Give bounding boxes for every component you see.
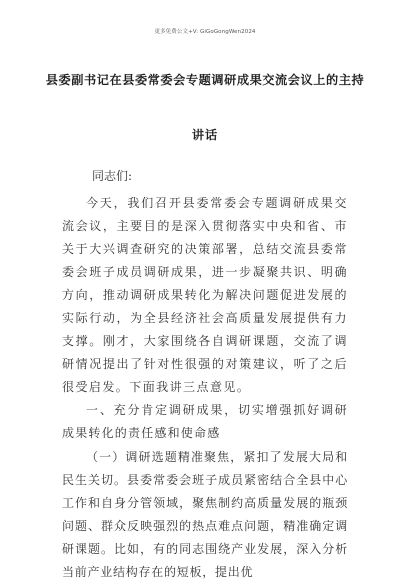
document-title: 县委副书记在县委常委会专题调研成果交流会议上的主持 (45, 73, 365, 87)
paragraph-subsection-1: （一）调研选题精准聚焦，紧扣了发展大局和民生关切。县委常委会班子成员紧密结合全县中心工作和自身分管领域，聚焦制约高质量发展的瓶颈问题、群众反映强烈的热点难点问题，精准确定调研课题。比如，有的同志围绕产业发展，深入分析当前产业结构存在的短板，提出优 (62, 449, 348, 579)
document-body (62, 192, 348, 584)
document-title-continued: 讲话 (191, 128, 219, 142)
header-note: 更多免费公文+V: GiGoGongWen2024 (154, 29, 256, 35)
section-heading-1: 一、充分肯定调研成果，切实增强抓好调研成果转化的责任感和使命感 (62, 403, 348, 441)
salutation: 同志们: (92, 169, 133, 183)
paragraph-opening: 今天，我们召开县委常委会专题调研成果交流会议，主要目的是深入贯彻落实中央和省、市关于大兴调查研究的决策部署，总结交流县委常委会班子成员调研成果，进一步凝聚共识、明确方向，推动调研成果转化为解决问题促进发展的实际行动，为全县经济社会高质量发展提供有力支撑。刚才，大家围绕各自调研课题，交流了调研情况提出了针对性很强的对策建议，听了之后很受启发。下面我讲三点意见。 (62, 196, 348, 395)
